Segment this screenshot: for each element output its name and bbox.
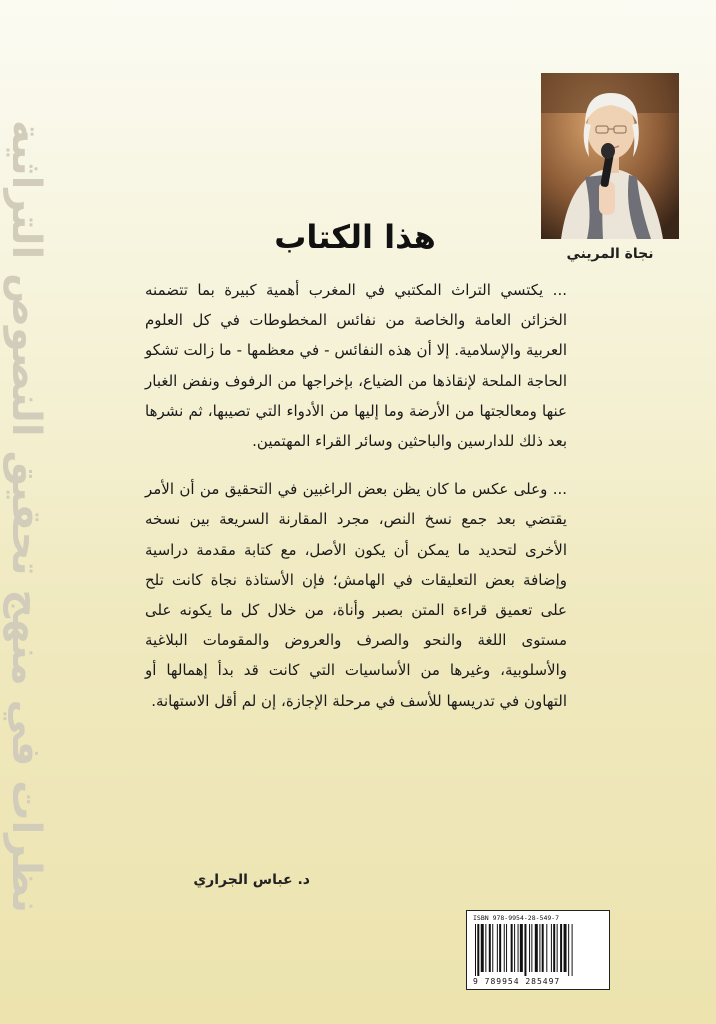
- page-title: هذا الكتاب: [274, 218, 436, 256]
- barcode-bar: [477, 924, 479, 976]
- author-photo: [541, 73, 679, 239]
- barcode-bar: [557, 924, 558, 972]
- barcode-bars: [473, 924, 603, 976]
- blurb-text: [145, 275, 567, 716]
- barcode-bar: [560, 924, 562, 972]
- barcode-bar: [564, 924, 567, 972]
- barcode-bar: [511, 924, 513, 972]
- barcode-bar: [475, 924, 476, 976]
- barcode-bar: [572, 924, 573, 976]
- spine-title: [2, 22, 50, 1012]
- barcode-bar: [551, 924, 552, 972]
- barcode-bar: [542, 924, 544, 972]
- barcode-bar: [514, 924, 515, 972]
- barcode-bar: [546, 924, 547, 972]
- barcode-bar: [504, 924, 505, 972]
- barcode-bar: [529, 924, 530, 972]
- barcode-bar: [506, 924, 507, 972]
- signature: د. عباس الجراري: [193, 872, 310, 888]
- isbn-label: ISBN 978-9954-28-549-7: [473, 914, 560, 922]
- barcode-bar: [568, 924, 569, 976]
- barcode-bar: [531, 924, 532, 972]
- barcode: [466, 910, 610, 990]
- spine-title-text: نظرات في منهج تحقيق النصوص التراثية: [3, 120, 49, 914]
- barcode-bar: [535, 924, 538, 972]
- barcode-bar: [489, 924, 491, 972]
- barcode-bar: [539, 924, 540, 972]
- barcode-bar: [518, 924, 519, 972]
- barcode-bar: [497, 924, 498, 972]
- author-name: نجاة المريني: [566, 246, 654, 262]
- isbn-number: 9 789954 285497: [473, 977, 561, 986]
- barcode-bar: [524, 924, 526, 976]
- barcode-bar: [553, 924, 555, 972]
- paragraph-2: ... وعلى عكس ما كان يظن بعض الراغبين في التحقيق من أن الأمر يقتضي بعد جمع نسخ النص، مجرد المقارنة السريعة بين نسخه الأخرى لتحديد ما يمكن أن يكون الأصل، مع كتابة مقدمة دراسية وإضافة بعض التعليقات في الهامش؛ فإن الأستاذة نجاة كانت تلح على تعميق قراءة المتن بصبر وأناة، من خلال كل ما يكونه على مستوى اللغة والنحو والصرف والعروض والمقومات البلاغية والأسلوبية، وغيرها من الأساسيات التي كانت قد بدأ إهمالها أو التهاون في تدريسها للأسف في مرحلة الإجازة، إن لم أقل الاستهانة.: [145, 480, 567, 710]
- barcode-bar: [499, 924, 501, 972]
- barcode-bar: [520, 924, 523, 972]
- paragraph-1: ... يكتسي التراث المكتبي في المغرب أهمية كبيرة بما تتضمنه الخزائن العامة والخاصة من نفائس المخطوطات في كل العلوم العربية والإسلامية. إلا أن هذه النفائس - في معظمها - ما زالت تشكو الحاجة الملحة لإنقاذها من الضياع، بإخراجها من الرفوف ونفض الغبار عنها ومعالجتها من الأرضة وما إليها من الأدواء التي تصيبها، ثم نشرها بعد ذلك للدارسين والباحثين وسائر القراء المهتمين.: [145, 281, 567, 451]
- barcode-bar: [481, 924, 484, 972]
- barcode-bar: [492, 924, 493, 972]
- barcode-bar: [485, 924, 486, 972]
